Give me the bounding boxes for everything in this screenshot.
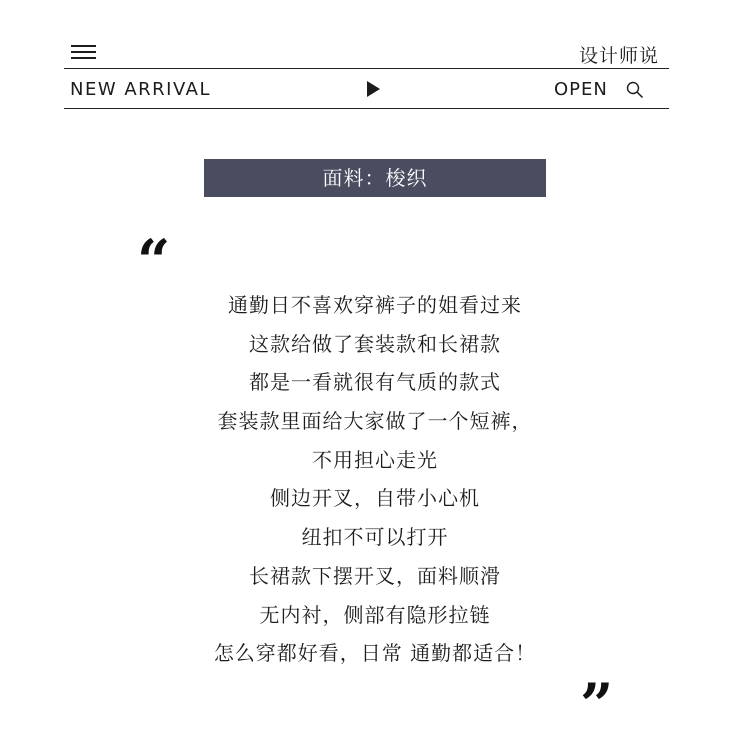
open-quote-mark: “ [137, 227, 171, 295]
description-line: 通勤日不喜欢穿裤子的姐看过来 [228, 293, 522, 317]
description-line: 无内衬，侧部有隐形拉链 [259, 602, 491, 627]
play-icon[interactable] [367, 81, 380, 97]
description-line: 不用担心走光 [312, 447, 438, 472]
description-line: 怎么穿都好看，日常 通勤都适合！ [213, 641, 537, 666]
fabric-banner: 面料：梭织 [204, 159, 546, 197]
brand-title[interactable]: 设计师说 [578, 45, 659, 67]
description-line: 侧边开叉，自带小心机 [270, 486, 480, 511]
new-arrival-link[interactable]: NEW ARRIVAL [70, 79, 211, 100]
description-line: 套装款里面给大家做了一个短裤， [217, 409, 533, 434]
close-quote-mark: ” [580, 671, 614, 739]
open-link[interactable]: OPEN [554, 79, 608, 100]
nav-bar [64, 69, 669, 109]
description-line: 纽扣不可以打开 [301, 525, 449, 550]
top-header [64, 38, 669, 69]
description-line: 这款给做了套装款和长裙款 [249, 331, 501, 356]
description-line: 长裙款下摆开叉，面料顺滑 [249, 563, 501, 588]
hamburger-menu-icon[interactable] [71, 45, 96, 59]
description-text [125, 286, 625, 673]
description-line: 都是一看就很有气质的款式 [249, 370, 501, 395]
search-icon[interactable] [626, 81, 644, 99]
